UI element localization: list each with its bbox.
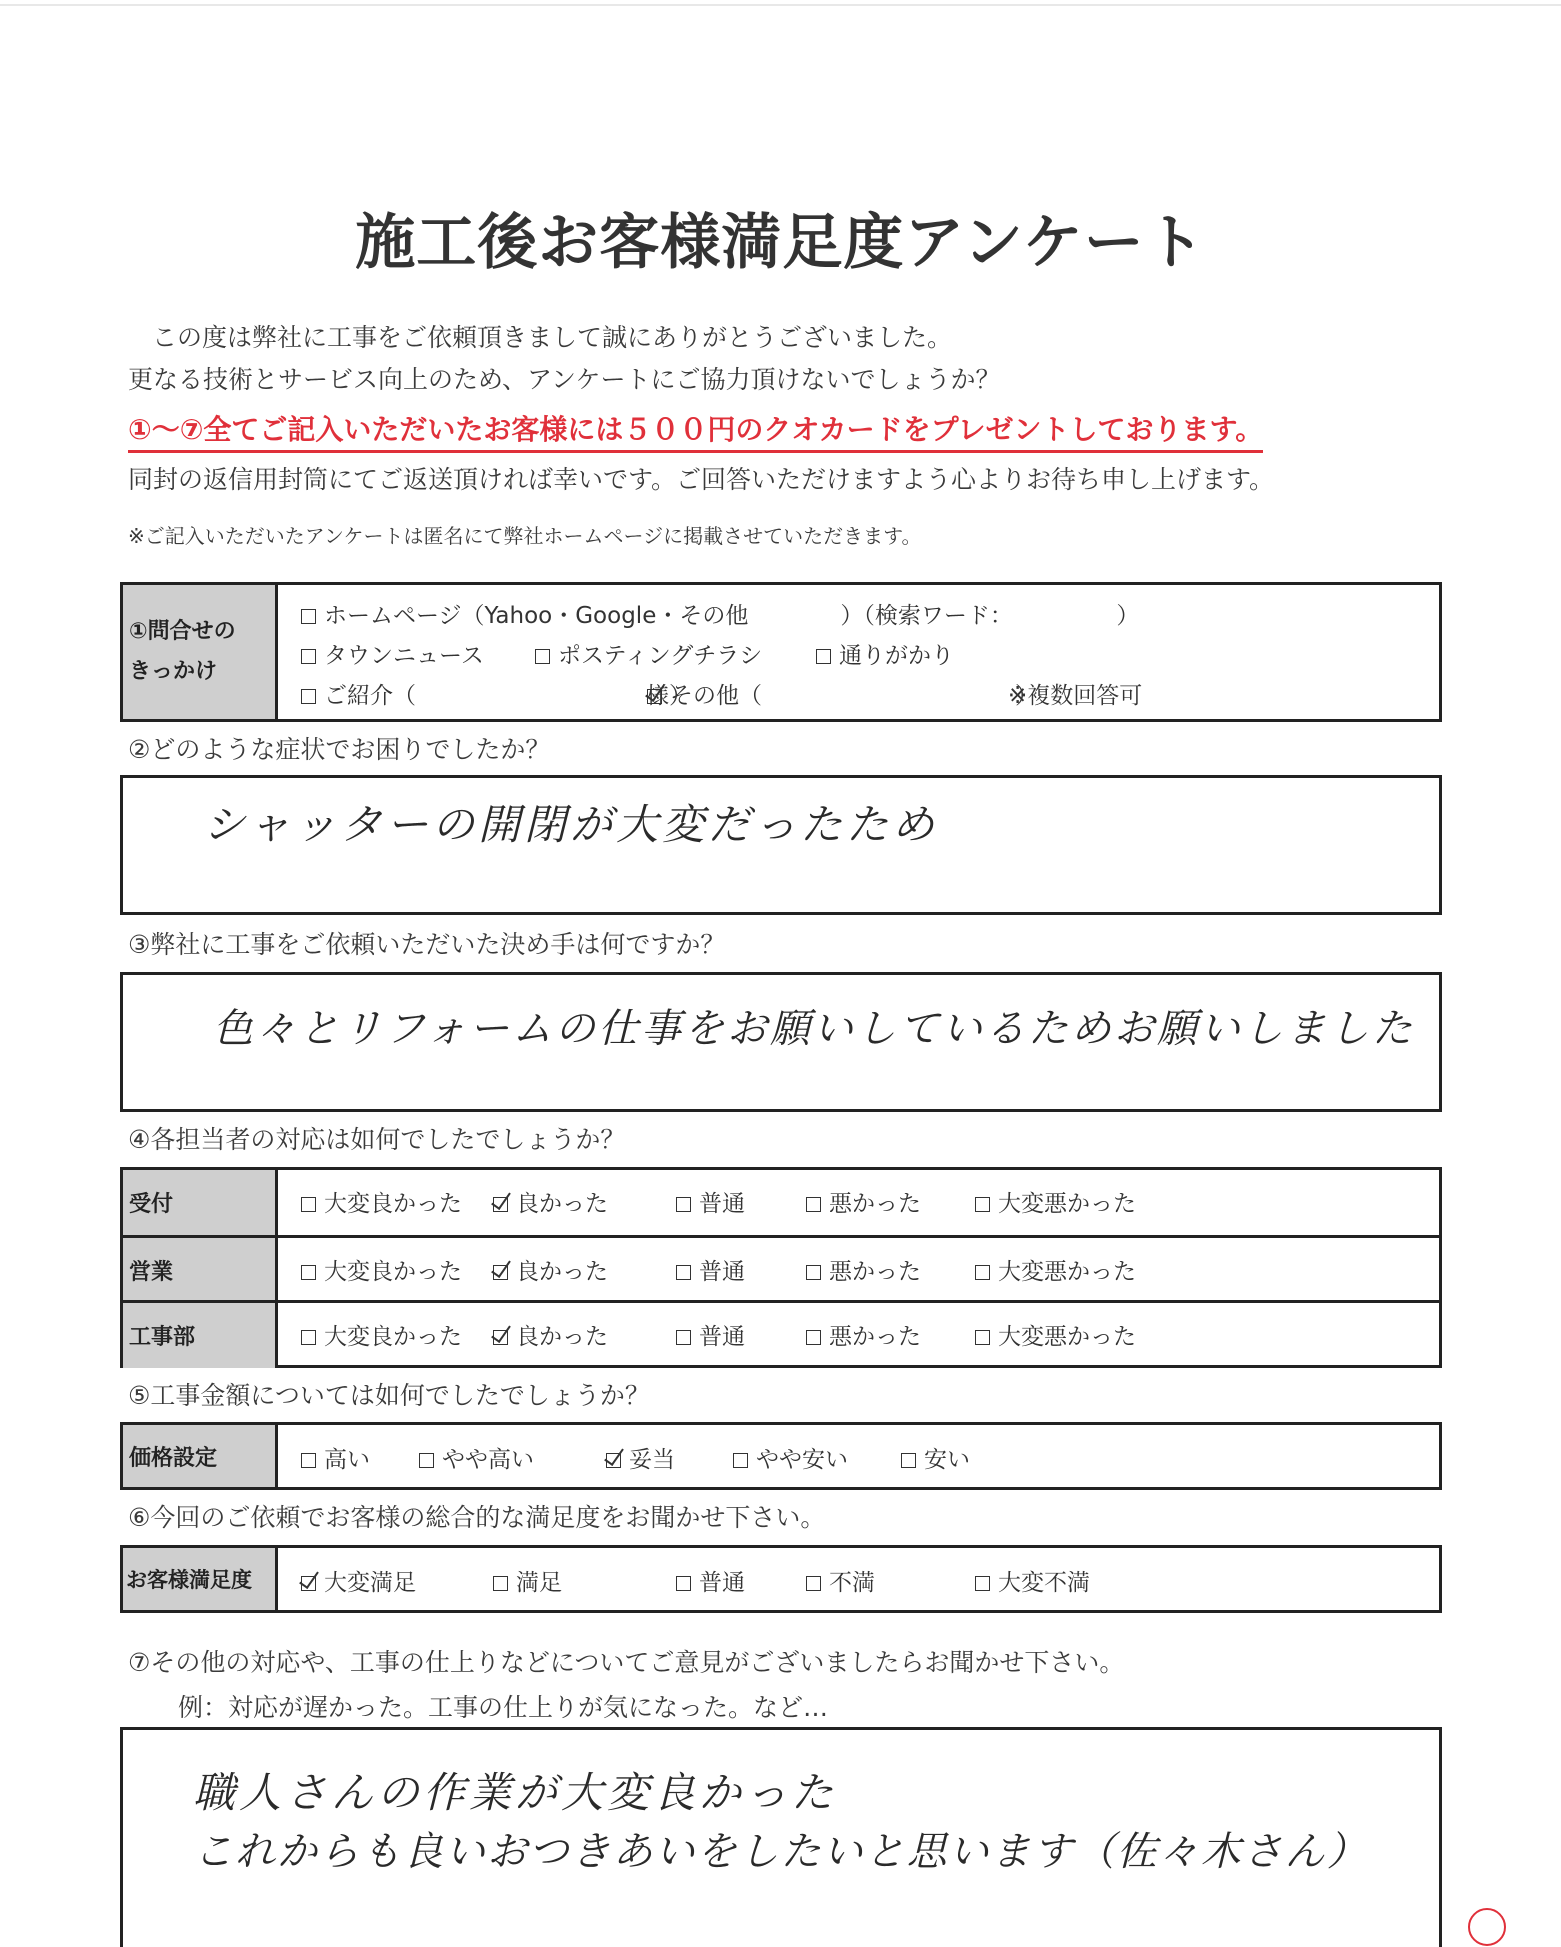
option-bad[interactable]: 悪かった <box>806 1318 921 1351</box>
checkbox-icon[interactable] <box>901 1453 916 1468</box>
option-normal[interactable]: 普通 <box>676 1185 745 1218</box>
option-satisfied[interactable]: 満足 <box>493 1564 562 1597</box>
checkbox-icon[interactable] <box>806 1576 821 1591</box>
q7-handwritten-answer-line2: これからも良いおつきあいをしたいと思います（佐々木さん） <box>193 1829 1369 1875</box>
checkbox-icon[interactable] <box>419 1453 434 1468</box>
q1-label <box>123 585 278 719</box>
q7-example: 例：対応が遅かった。工事の仕上りが気になった。など… <box>178 1693 829 1722</box>
option-high[interactable]: 高い <box>301 1441 370 1474</box>
checkbox-icon[interactable] <box>493 1576 508 1591</box>
q7-answer-box <box>120 1727 1442 1947</box>
option-good[interactable]: 良かった <box>493 1185 608 1218</box>
option-reasonable[interactable]: 妥当 <box>606 1441 675 1474</box>
q2-answer-box <box>120 775 1442 915</box>
checkbox-checked-icon[interactable] <box>493 1330 508 1345</box>
option-very-bad[interactable]: 大変悪かった <box>975 1185 1136 1218</box>
option-very-bad[interactable]: 大変悪かった <box>975 1253 1136 1286</box>
page-title: 施工後お客様満足度アンケート <box>355 208 1206 278</box>
intro-return: 同封の返信用封筒にてご返送頂ければ幸いです。ご回答いただけますよう心よりお待ち申し上げます。 <box>128 465 1275 494</box>
option-very-dissatisfied[interactable]: 大変不満 <box>975 1564 1090 1597</box>
q3-answer-box <box>120 972 1442 1112</box>
checkbox-icon[interactable] <box>806 1265 821 1280</box>
checkbox-icon[interactable] <box>975 1330 990 1345</box>
q4-row-label: 受付 <box>123 1170 278 1235</box>
option-good[interactable]: 良かった <box>493 1318 608 1351</box>
q2-handwritten-answer: シャッターの開閉が大変だったため <box>203 800 939 849</box>
checkbox-icon[interactable] <box>301 1453 316 1468</box>
q4-row-label: 営業 <box>123 1238 278 1303</box>
option-cheap[interactable]: 安い <box>901 1441 970 1474</box>
q6-question: ⑥今回のご依頼でお客様の総合的な満足度をお聞かせ下さい。 <box>128 1503 826 1532</box>
q3-question: ③弊社に工事をご依頼いただいた決め手は何ですか？ <box>128 930 726 959</box>
q1-label-line1: ①問合せの <box>129 619 236 644</box>
checkbox-icon[interactable] <box>301 1330 316 1345</box>
checkbox-icon[interactable] <box>676 1265 691 1280</box>
q2-question: ②どのような症状でお困りでしたか？ <box>128 735 551 764</box>
q6-label: お客様満足度 <box>123 1548 278 1610</box>
option-normal[interactable]: 普通 <box>676 1253 745 1286</box>
scan-edge-line <box>0 4 1561 6</box>
q5-question: ⑤工事金額については如何でしたでしょうか？ <box>128 1381 650 1410</box>
q7-question: ⑦その他の対応や、工事の仕上りなどについてご意見がございましたらお聞かせ下さい。 <box>128 1648 1125 1677</box>
checkbox-icon[interactable] <box>733 1453 748 1468</box>
checkbox-icon[interactable] <box>301 1197 316 1212</box>
q4-row-sales <box>123 1235 1439 1303</box>
red-stamp-mark <box>1468 1908 1506 1946</box>
checkbox-icon[interactable] <box>975 1265 990 1280</box>
q5-table <box>120 1422 1442 1490</box>
checkbox-icon[interactable] <box>676 1576 691 1591</box>
checkbox-checked-icon[interactable] <box>301 1576 316 1591</box>
checkbox-icon[interactable] <box>301 649 316 664</box>
q4-question: ④各担当者の対応は如何でしたでしょうか？ <box>128 1125 626 1154</box>
option-dissatisfied[interactable]: 不満 <box>806 1564 875 1597</box>
option-normal[interactable]: 普通 <box>676 1564 745 1597</box>
q1-option-passing[interactable]: 通りがかり <box>816 637 954 670</box>
intro-anonymous-note: ※ご記入いただいたアンケートは匿名にて弊社ホームページに掲載させていただきます。 <box>128 524 922 548</box>
checkbox-icon[interactable] <box>535 649 550 664</box>
q1-label-line2: きっかけ <box>129 659 218 684</box>
checkbox-icon[interactable] <box>975 1576 990 1591</box>
checkbox-icon[interactable] <box>301 609 316 624</box>
q1-option-homepage[interactable]: ホームページ（Yahoo・Google・その他 ）（検索ワード： ） <box>301 597 1139 630</box>
option-bad[interactable]: 悪かった <box>806 1185 921 1218</box>
option-bad[interactable]: 悪かった <box>806 1253 921 1286</box>
q7-handwritten-answer-line1: 職人さんの作業が大変良かった <box>193 1768 838 1817</box>
checkbox-icon[interactable] <box>816 649 831 664</box>
intro-present-notice: ①～⑦全てご記入いただいたお客様には５００円のクオカードをプレゼントしております。 <box>128 408 1263 453</box>
q1-option-other[interactable]: その他（ ） <box>647 677 1038 710</box>
checkbox-checked-icon[interactable] <box>493 1265 508 1280</box>
q4-table <box>120 1167 1442 1368</box>
q5-label: 価格設定 <box>123 1425 278 1487</box>
option-very-satisfied[interactable]: 大変満足 <box>301 1564 416 1597</box>
checkbox-icon[interactable] <box>806 1330 821 1345</box>
q1-box <box>120 582 1442 722</box>
checkbox-icon[interactable] <box>301 1265 316 1280</box>
option-very-bad[interactable]: 大変悪かった <box>975 1318 1136 1351</box>
checkbox-icon[interactable] <box>676 1197 691 1212</box>
checkbox-icon[interactable] <box>301 689 316 704</box>
option-somewhat-high[interactable]: やや高い <box>419 1441 534 1474</box>
checkbox-icon[interactable] <box>975 1197 990 1212</box>
checkbox-checked-icon[interactable] <box>493 1197 508 1212</box>
q1-note: ※複数回答可 <box>1008 683 1143 709</box>
q4-row-label: 工事部 <box>123 1303 278 1368</box>
q1-option-posting[interactable]: ポスティングチラシ <box>535 637 762 670</box>
option-very-good[interactable]: 大変良かった <box>301 1185 462 1218</box>
option-somewhat-cheap[interactable]: やや安い <box>733 1441 848 1474</box>
intro-request: 更なる技術とサービス向上のため、アンケートにご協力頂けないでしょうか？ <box>128 365 1001 394</box>
q1-option-town-news[interactable]: タウンニュース <box>301 637 484 670</box>
option-normal[interactable]: 普通 <box>676 1318 745 1351</box>
option-good[interactable]: 良かった <box>493 1253 608 1286</box>
q6-table <box>120 1545 1442 1613</box>
option-very-good[interactable]: 大変良かった <box>301 1253 462 1286</box>
checkbox-icon[interactable] <box>806 1197 821 1212</box>
q3-handwritten-answer: 色々とリフォームの仕事をお願いしているためお願いしました <box>213 1006 1415 1052</box>
q4-row-reception <box>123 1170 1439 1235</box>
q4-row-construction <box>123 1300 1439 1368</box>
checkbox-checked-icon[interactable] <box>647 689 662 704</box>
q1-option-introduction[interactable]: ご紹介（ 様） <box>301 677 692 710</box>
intro-thanks: この度は弊社に工事をご依頼頂きまして誠にありがとうございました。 <box>152 323 953 352</box>
option-very-good[interactable]: 大変良かった <box>301 1318 462 1351</box>
checkbox-checked-icon[interactable] <box>606 1453 621 1468</box>
checkbox-icon[interactable] <box>676 1330 691 1345</box>
